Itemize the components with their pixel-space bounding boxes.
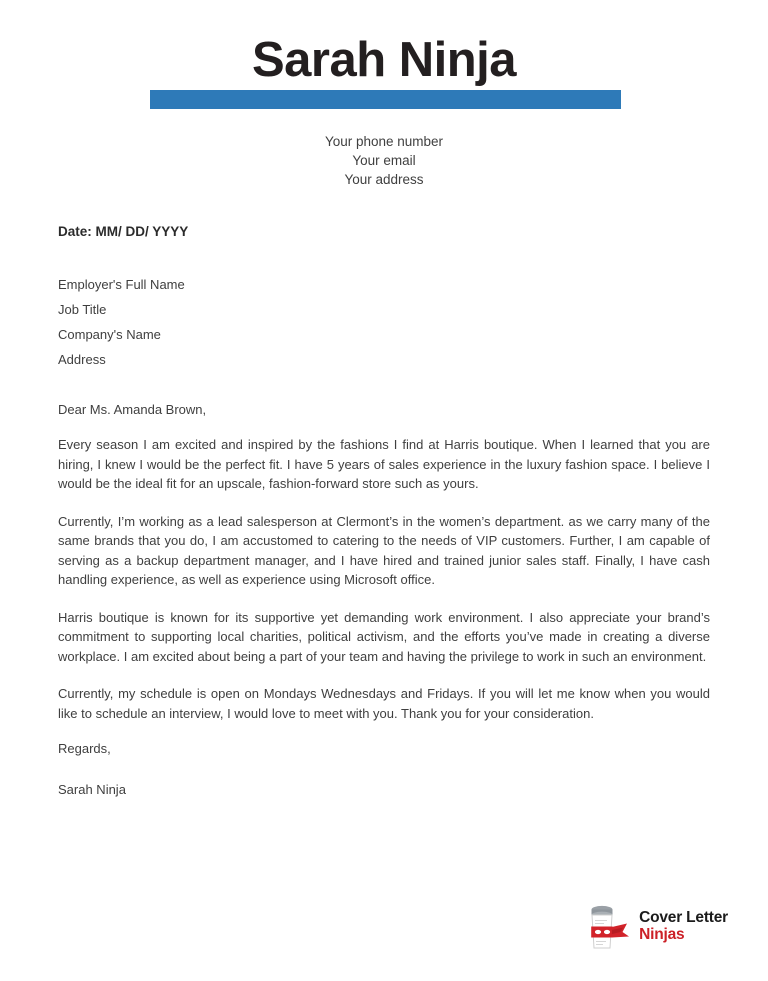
closing-valediction: Regards, bbox=[58, 741, 111, 756]
body-paragraphs bbox=[58, 435, 710, 723]
recipient-block bbox=[58, 272, 710, 372]
brand-name-line1: Cover Letter bbox=[639, 909, 728, 927]
brand-name-line2: Ninjas bbox=[639, 926, 685, 943]
date-line: Date: MM/ DD/ YYYY bbox=[58, 224, 189, 239]
salutation: Dear Ms. Amanda Brown, bbox=[58, 402, 207, 417]
contact-address: Your address bbox=[344, 172, 424, 187]
ninja-document-icon bbox=[584, 903, 630, 951]
recipient-address: Address bbox=[58, 352, 106, 367]
page-title: Sarah Ninja bbox=[251, 33, 517, 87]
contact-phone: Your phone number bbox=[324, 134, 444, 149]
body-paragraph: Every season I am excited and inspired by the fashions I find at Harris boutique. When I learned that you are hiring, I knew I would be the perfect fit. I have 5 years of sales experience in the luxury fashion space. I believe I would be the ideal fit for an upscale, fashion-forward store such as yours. bbox=[58, 437, 710, 491]
brand-wordmark bbox=[639, 910, 728, 943]
contact-email: Your email bbox=[352, 153, 416, 168]
recipient-company: Company's Name bbox=[58, 327, 161, 342]
letter-body bbox=[0, 224, 768, 797]
body-paragraph: Harris boutique is known for its supportive yet demanding work environment. I also appreciate your brand’s commitment to supporting local charities, political activism, and the efforts you’ve made in creating a diverse workplace. I am excited about being a part of your team and having the privilege to work in such an environment. bbox=[58, 609, 710, 664]
body-paragraph: Currently, I’m working as a lead salesperson at Clermont’s in the women’s department. as we carry many of the same brands that you do, I am accustomed to catering to the needs of VIP customers. Further, I am capable of serving as a backup department manager, and I have hired and trained junior sales staff. Finally, I have cash handling experience, as well as experience using Microsoft office. bbox=[58, 513, 710, 587]
body-paragraph: Currently, my schedule is open on Mondays Wednesdays and Fridays. If you will let me know when you would like to schedule an interview, I would love to meet with you. Thank you for your consideration. bbox=[58, 686, 710, 721]
letterhead-header bbox=[0, 0, 768, 120]
recipient-full-name: Employer's Full Name bbox=[58, 277, 185, 292]
recipient-job-title: Job Title bbox=[58, 302, 107, 317]
contact-block bbox=[0, 132, 768, 189]
brand-logo[interactable] bbox=[584, 903, 728, 951]
accent-bar bbox=[150, 90, 621, 109]
closing-signature: Sarah Ninja bbox=[58, 782, 126, 797]
